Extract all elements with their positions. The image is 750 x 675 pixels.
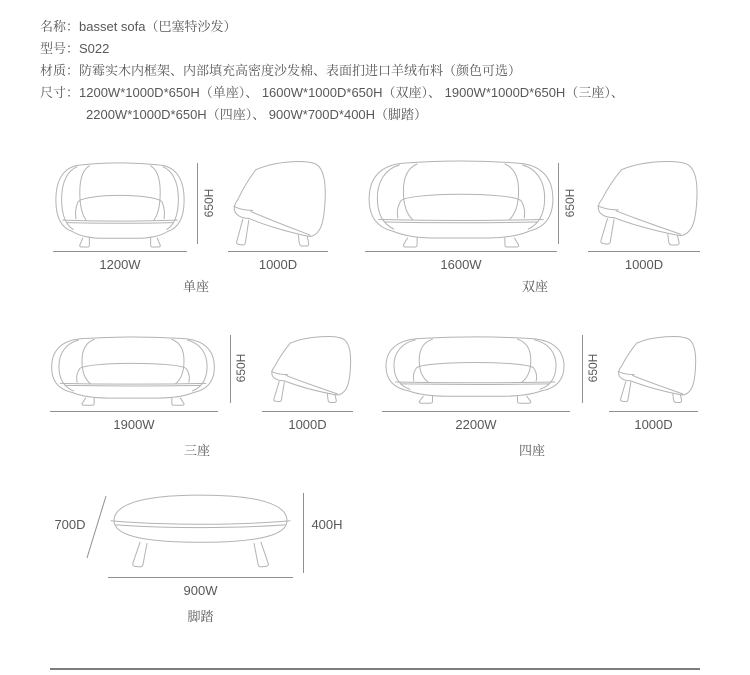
field-value: S022 [79,41,110,56]
field-value: 1200W*1000D*650H（单座）、 1600W*1000D*650H（双座）、 1900W*1000D*650H（三座）、 [79,85,624,100]
height-dimension-label: 650H [586,353,600,383]
spec-line-model [40,38,730,60]
height-dimension-label: 650H [234,353,248,383]
sofa-front-view-drawing [365,156,557,248]
sofa-front-view-drawing [382,333,568,404]
depth-dimension-line [228,251,328,252]
footstool-front-view-drawing [108,490,293,570]
depth-dimension-label: 700D [54,517,86,532]
spec-line-material [40,60,730,82]
field-value: basset sofa（巴塞特沙发） [79,19,237,34]
variant-name-label: 三座 [183,443,210,458]
width-dimension-label: 900W [183,583,218,598]
field-label: 名称： [40,19,80,34]
width-dimension-line [108,577,293,578]
depth-dimension-label: 1000D [634,417,673,432]
sofa-side-view-drawing [262,333,353,404]
width-dimension-line [53,251,187,252]
height-dimension-label: 400H [311,517,343,532]
width-dimension-line [365,251,557,252]
field-label: 材质： [40,63,80,78]
width-dimension-line [382,411,570,412]
width-dimension-line [50,411,218,412]
field-label: 尺寸： [40,85,80,100]
depth-dimension-line [609,411,698,412]
spec-line-sizes-2 [40,104,730,126]
sofa-front-view-drawing [53,158,187,248]
width-dimension-label: 2200W [455,417,497,432]
diagram-group-double [360,155,705,295]
depth-dimension-slant-line [84,494,108,560]
sofa-side-view-drawing [223,157,328,248]
depth-dimension-label: 1000D [624,257,664,272]
height-dimension-line [230,335,231,403]
diagram-group-footstool [40,480,360,630]
height-dimension-label: 650H [563,188,577,218]
sofa-front-view-drawing [48,333,218,406]
variant-name-label: 脚踏 [187,609,214,624]
height-dimension-label: 650H [202,188,216,218]
depth-dimension-label: 1000D [258,257,298,272]
variant-name-label: 单座 [182,279,209,294]
variant-name-label: 双座 [521,279,548,294]
depth-dimension-line [588,251,700,252]
field-label: 型号： [40,41,80,56]
spec-line-sizes-1 [40,82,730,104]
diagram-group-single [45,155,335,295]
height-dimension-line [558,163,559,244]
depth-dimension-label: 1000D [288,417,327,432]
diagram-group-quad [375,330,705,460]
depth-dimension-line [262,411,353,412]
sofa-side-view-drawing [586,157,700,247]
sofa-side-view-drawing [609,333,698,404]
spec-line-name [40,16,730,38]
width-dimension-label: 1200W [99,257,141,272]
variant-name-label: 四座 [518,443,545,458]
height-dimension-line [303,493,304,573]
width-dimension-label: 1900W [113,417,155,432]
field-value: 2200W*1000D*650H（四座）、 900W*700D*400H（脚踏） [86,107,428,122]
field-value: 防霉实木内框架、内部填充高密度沙发棉、表面扪进口羊绒布料（颜色可选） [79,63,522,78]
height-dimension-line [197,163,198,244]
height-dimension-line [582,335,583,403]
spec-header [40,16,730,126]
width-dimension-label: 1600W [440,257,482,272]
diagram-group-triple [40,330,360,460]
bottom-divider-line [50,668,700,670]
